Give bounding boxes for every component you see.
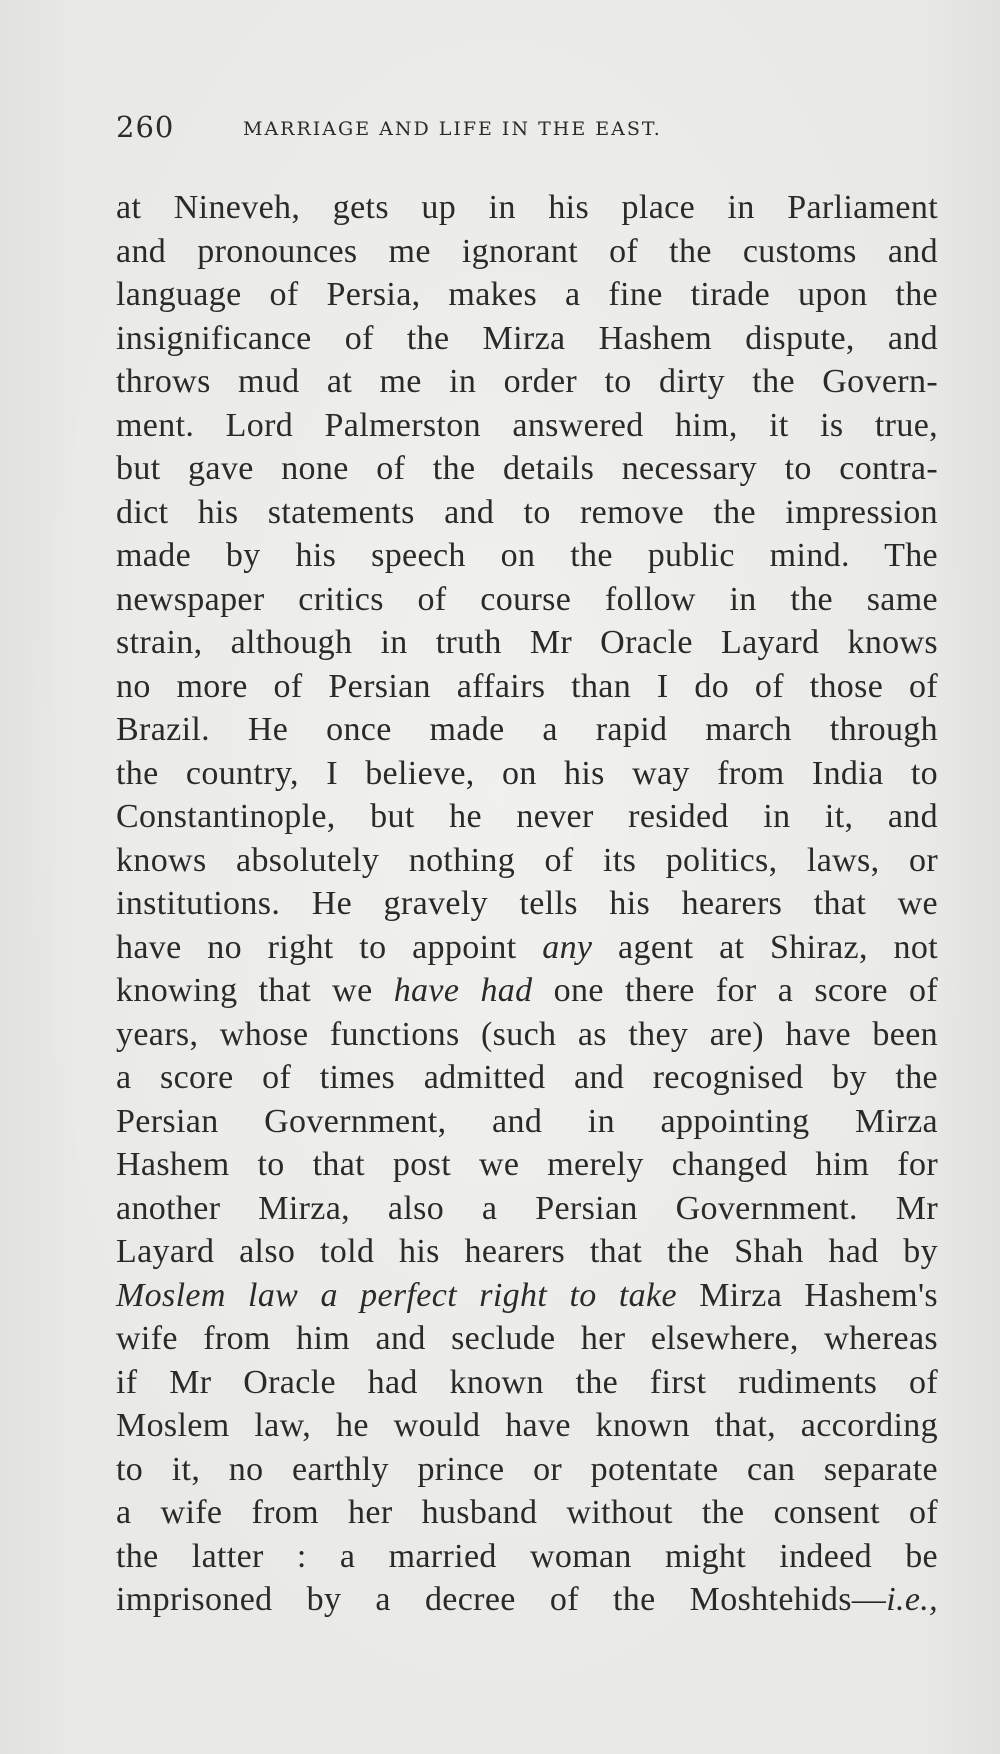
- text-line: [116, 752, 938, 796]
- running-title: MARRIAGE AND LIFE IN THE EAST.: [243, 118, 662, 140]
- text-segment: if Mr Oracle had known the first rudiments of: [116, 1363, 938, 1401]
- text-segment: knows absolutely nothing of its politics, laws, or: [116, 841, 938, 879]
- text-line: [116, 839, 938, 883]
- text-segment: a wife from her husband without the consent of: [116, 1494, 938, 1531]
- text-line: [116, 273, 938, 317]
- text-segment: one there for a score of: [532, 972, 938, 1009]
- page-number: 260: [116, 110, 175, 144]
- text-segment: Moslem law, he would have known that, according: [116, 1407, 938, 1444]
- text-segment: Mirza Hashem's: [676, 1276, 939, 1314]
- text-line: [116, 578, 938, 622]
- text-line: [116, 1143, 938, 1187]
- text-segment: Layard also told his hearers that the Shah had by: [116, 1233, 938, 1270]
- italic-text: have had: [393, 972, 533, 1009]
- text-segment: Persian Government, and in appointing Mirza: [116, 1102, 938, 1140]
- text-segment: but gave none of the details necessary to contra-: [116, 450, 938, 487]
- body-text: [116, 186, 938, 1622]
- text-line: [116, 317, 938, 361]
- text-segment: have no right to appoint: [116, 928, 543, 966]
- text-segment: Hashem to that post we merely changed him for: [116, 1146, 938, 1183]
- text-line: [116, 882, 938, 926]
- text-line: [116, 795, 938, 839]
- italic-text: any: [542, 928, 593, 966]
- text-line: [116, 360, 938, 404]
- text-segment: the country, I believe, on his way from India to: [116, 754, 938, 792]
- italic-text: Moslem law a perfect right to take: [116, 1276, 677, 1314]
- text-segment: agent at Shiraz, not: [592, 928, 939, 966]
- text-line: [116, 708, 938, 752]
- running-head: [116, 110, 816, 150]
- text-segment: Brazil. He once made a rapid march through: [116, 711, 938, 748]
- text-segment: insignificance of the Mirza Hashem dispute, and: [116, 319, 938, 357]
- text-segment: dict his statements and to remove the impression: [116, 493, 938, 531]
- italic-text: i.e.,: [886, 1581, 938, 1618]
- text-segment: throws mud at me in order to dirty the Govern-: [116, 363, 938, 400]
- text-segment: institutions. He gravely tells his hearers that we: [116, 885, 938, 922]
- text-line: [116, 1361, 938, 1405]
- text-line: [116, 1187, 938, 1231]
- text-line: [116, 1274, 938, 1318]
- text-segment: the latter : a married woman might indeed be: [116, 1537, 938, 1575]
- text-segment: a score of times admitted and recognised by the: [116, 1059, 938, 1096]
- text-segment: wife from him and seclude her elsewhere, whereas: [116, 1320, 938, 1357]
- text-segment: to it, no earthly prince or potentate can separate: [116, 1450, 938, 1488]
- text-line: [116, 621, 938, 665]
- text-line: [116, 1230, 938, 1274]
- text-segment: imprisoned by a decree of the Moshtehids—: [116, 1581, 887, 1618]
- text-line: [116, 1317, 938, 1361]
- text-line: [116, 1404, 938, 1448]
- text-line: [116, 1491, 938, 1535]
- text-segment: made by his speech on the public mind. The: [116, 537, 938, 574]
- text-line: [116, 1100, 938, 1144]
- text-segment: language of Persia, makes a fine tirade upon the: [116, 276, 938, 313]
- text-line: [116, 534, 938, 578]
- text-segment: Constantinople, but he never resided in it, and: [116, 798, 938, 835]
- text-segment: no more of Persian affairs than I do of those of: [116, 667, 938, 705]
- text-line: [116, 969, 938, 1013]
- text-segment: ment. Lord Palmerston answered him, it is true,: [116, 406, 938, 444]
- text-line: [116, 1013, 938, 1057]
- text-line: [116, 491, 938, 535]
- text-segment: knowing that we: [116, 972, 394, 1009]
- text-line: [116, 926, 938, 970]
- text-line: [116, 230, 938, 274]
- text-line: [116, 1578, 938, 1622]
- text-line: [116, 1056, 938, 1100]
- text-line: [116, 186, 938, 230]
- text-line: [116, 1535, 938, 1579]
- text-segment: at Nineveh, gets up in his place in Parliament: [116, 189, 938, 226]
- text-line: [116, 404, 938, 448]
- text-segment: newspaper critics of course follow in the same: [116, 580, 938, 618]
- text-segment: and pronounces me ignorant of the customs and: [116, 232, 938, 270]
- text-segment: years, whose functions (such as they are) have been: [116, 1015, 938, 1053]
- text-segment: strain, although in truth Mr Oracle Layard knows: [116, 624, 938, 661]
- text-line: [116, 1448, 938, 1492]
- text-line: [116, 665, 938, 709]
- text-line: [116, 447, 938, 491]
- text-segment: another Mirza, also a Persian Government. Mr: [116, 1189, 938, 1227]
